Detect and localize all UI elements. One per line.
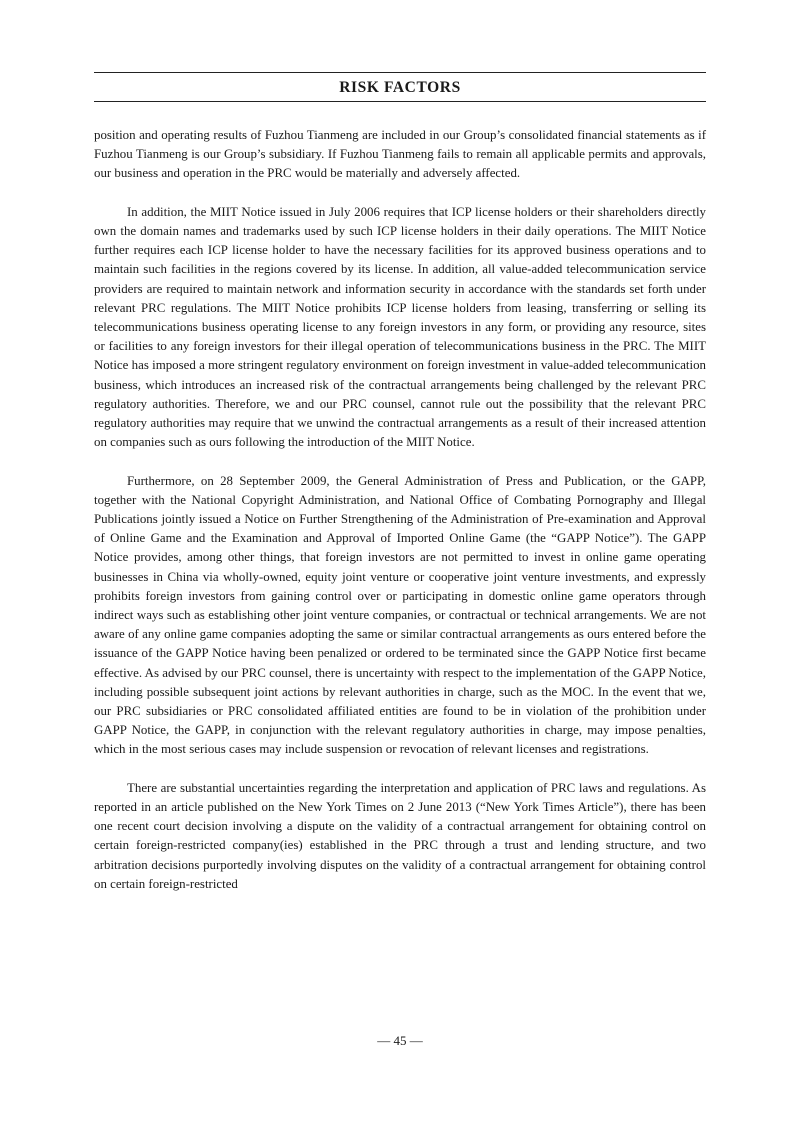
header-top-rule <box>94 72 706 73</box>
paragraph-prc-uncertainties: There are substantial uncertainties regarding the interpretation and application of PRC laws and regulations. As reported in an article published on the New York Times on 2 June 2013 (“New York Times Article”), there has been one recent court decision involving a dispute on the validity of a contractual arrangement for obtaining control on certain foreign-restricted company(ies) established in the PRC through a trust and lending structure, and two arbitration decisions purportedly involving disputes on the validity of a contractual arrangement for obtaining control on certain foreign-restricted <box>94 780 706 891</box>
page-number: — 45 — <box>377 1033 423 1048</box>
paragraph-continuation: position and operating results of Fuzhou Tianmeng are included in our Group’s consolidated financial statements as if Fuzhou Tianmeng is our Group’s subsidiary. If Fuzhou Tianmeng fails to remain all applicable permits and approvals, our business and operation in the PRC would be materially and adversely affected. <box>94 128 706 181</box>
document-page <box>94 0 706 1131</box>
paragraph-miit-notice: In addition, the MIIT Notice issued in July 2006 requires that ICP license holders or their shareholders directly own the domain names and trademarks used by such ICP license holders in their daily operations. The MIIT Notice further requires each ICP license holder to have the necessary facilities for its approved business operations and to maintain such facilities in the regions covered by its license. In addition, all value-added telecommunication service providers are required to maintain network and information security in accordance with the standards set forth under relevant PRC regulations. The MIIT Notice prohibits ICP license holders from leasing, transferring or selling its telecommunications business operating license to any foreign investors in any form, or providing any resource, sites or facilities to any foreign investors for their illegal operation of telecommunications business in the PRC. The MIIT Notice has imposed a more stringent regulatory environment on foreign investment in value-added telecommunication business, which introduces an increased risk of the contractual arrangements being challenged by the relevant PRC regulatory authorities. Therefore, we and our PRC counsel, cannot rule out the possibility that the relevant PRC regulatory authorities may require that we unwind the contractual arrangements as a result of their increased attention on companies such as ours following the introduction of the MIIT Notice. <box>94 204 706 450</box>
section-title: RISK FACTORS <box>339 79 461 96</box>
header-bottom-rule <box>94 101 706 102</box>
paragraph-gapp-notice: Furthermore, on 28 September 2009, the General Administration of Press and Publication, or the GAPP, together with the National Copyright Administration, and National Office of Combating Pornography and Illegal Publications jointly issued a Notice on Further Strengthening of the Administration of Pre-examination and Approval of Online Game and the Examination and Approval of Imported Online Game (the “GAPP Notice”). The GAPP Notice provides, among other things, that foreign investors are not permitted to invest in online game operating businesses in China via wholly-owned, equity joint venture or cooperative joint venture investments, and expressly prohibits foreign investors from gaining control over or participating in domestic online game operators through indirect ways such as establishing other joint venture companies, or contractual or technical arrangements. We are not aware of any online game companies adopting the same or similar contractual arrangements as ours entered before the issuance of the GAPP Notice having been penalized or ordered to be terminated since the GAPP Notice first became effective. As advised by our PRC counsel, there is uncertainty with respect to the implementation of the GAPP Notice, including possible subsequent joint actions by relevant authorities in charge, such as the MOC. In the event that we, our PRC subsidiaries or PRC consolidated affiliated entities are found to be in violation of the prohibition under GAPP Notice, the GAPP, in conjunction with the relevant regulatory authorities in charge, may impose penalties, which in the most serious cases may include suspension or revocation of relevant licenses and registrations. <box>94 473 706 757</box>
body-text <box>94 126 706 913</box>
